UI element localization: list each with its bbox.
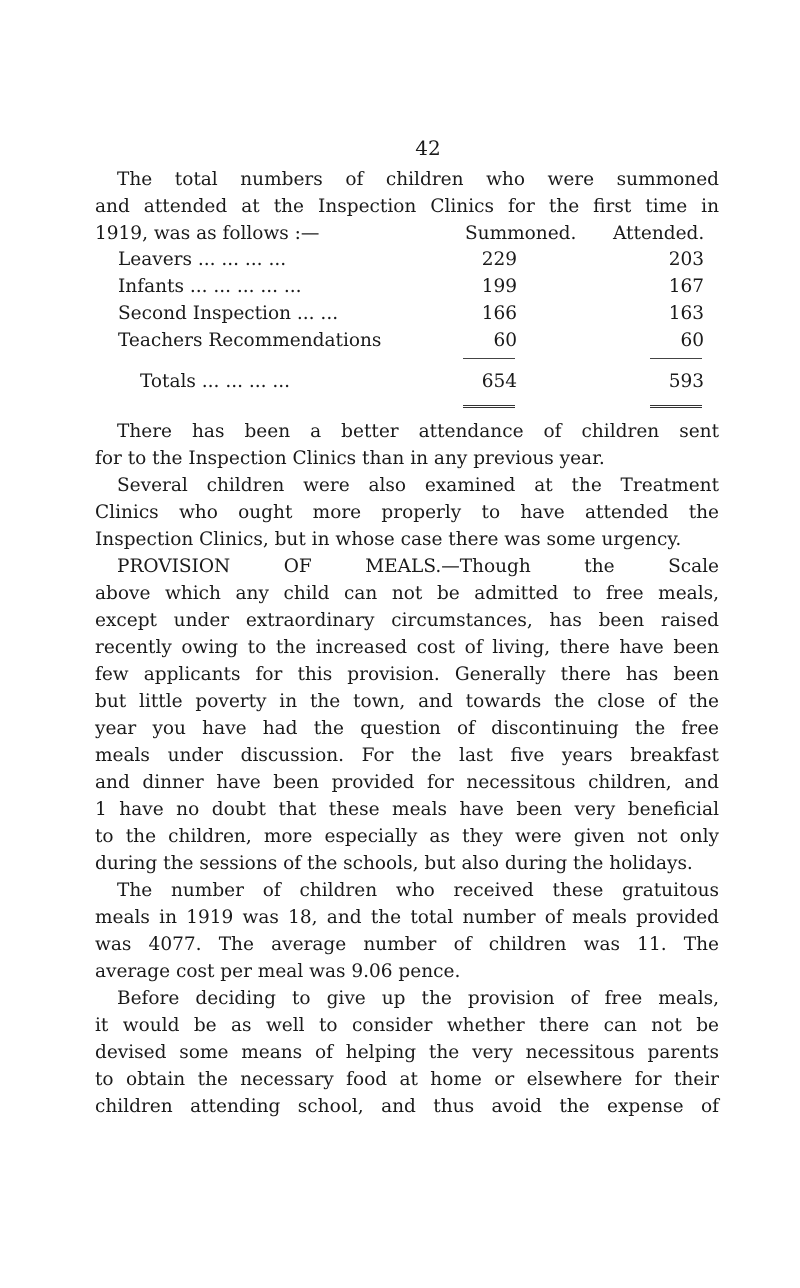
intro-paragraph: [95, 166, 719, 220]
attended-value: 60: [680, 330, 704, 351]
body-line: children attending school, and thus avoid the expense of: [95, 1096, 719, 1117]
body-line: recently owing to the increased cost of living, there have been: [95, 637, 719, 658]
column-header-summoned: Summoned.: [465, 223, 577, 244]
attended-value: 203: [668, 249, 704, 270]
column-header-attended: Attended.: [613, 223, 705, 244]
body-line: but little poverty in the town, and towards the close of the: [95, 691, 719, 712]
attended-value: 167: [668, 276, 704, 297]
body-line: to obtain the necessary food at home or elsewhere for their: [95, 1069, 719, 1090]
body-line: was 4077. The average number of children was 11. The: [95, 934, 719, 955]
body-line: and dinner have been provided for necessitous children, and: [95, 772, 719, 793]
total-double-rule-summoned: [463, 405, 515, 408]
body-line: Clinics who ought more properly to have attended the: [95, 502, 719, 523]
row-label: Second Inspection ... ...: [118, 303, 339, 324]
row-label: Teachers Recommendations: [118, 330, 382, 351]
summoned-value: 199: [481, 276, 517, 297]
body-line: year you have had the question of discontinuing the free: [95, 718, 719, 739]
attended-value: 163: [668, 303, 704, 324]
intro-lead-text: 1919, was as follows :—: [95, 223, 320, 244]
intro-line-3: [95, 220, 719, 247]
table-row: [0, 300, 800, 327]
body-line: except under extraordinary circumstances, has been raised: [95, 610, 719, 631]
body-line: meals under discussion. For the last five years breakfast: [95, 745, 719, 766]
body-line: for to the Inspection Clinics than in any previous year.: [95, 448, 605, 469]
body-line: during the sessions of the schools, but also during the holidays.: [95, 853, 693, 874]
body-line: 1 have no doubt that these meals have been very beneficial: [95, 799, 719, 820]
body-line: to the children, more especially as they were given not only: [95, 826, 719, 847]
summoned-value: 229: [481, 249, 517, 270]
intro-line-1: The total numbers of children who were summoned: [117, 169, 719, 190]
total-attended: 593: [668, 371, 704, 392]
body-line: PROVISION OF MEALS.—Though the Scale: [117, 556, 719, 577]
subtotal-rule-attended: [650, 358, 702, 359]
body-line: it would be as well to consider whether there can not be: [95, 1015, 719, 1036]
body-line: meals in 1919 was 18, and the total number of meals provided: [95, 907, 719, 928]
table-row: [0, 327, 800, 354]
body-line: Before deciding to give up the provision of free meals,: [117, 988, 719, 1009]
body-line: The number of children who received these gratuitous: [117, 880, 719, 901]
body-line: above which any child can not be admitted to free meals,: [95, 583, 719, 604]
summoned-value: 60: [493, 330, 517, 351]
table-row: [0, 246, 800, 273]
page-number: 42: [415, 136, 441, 160]
body-line: average cost per meal was 9.06 pence.: [95, 961, 461, 982]
total-double-rule-attended: [650, 405, 702, 408]
summoned-value: 166: [481, 303, 517, 324]
body-text: [95, 418, 719, 1120]
total-summoned: 654: [481, 371, 517, 392]
subtotal-rule-summoned: [463, 358, 515, 359]
body-line: Several children were also examined at the Treatment: [117, 475, 719, 496]
intro-line-2: and attended at the Inspection Clinics for the first time in: [95, 196, 719, 217]
table-row: [0, 273, 800, 300]
body-line: There has been a better attendance of children sent: [117, 421, 719, 442]
totals-label: Totals ... ... ... ...: [140, 371, 291, 392]
totals-row: [0, 368, 800, 395]
body-line: Inspection Clinics, but in whose case there was some urgency.: [95, 529, 682, 550]
row-label: Leavers ... ... ... ...: [118, 249, 287, 270]
body-line: devised some means of helping the very necessitous parents: [95, 1042, 719, 1063]
row-label: Infants ... ... ... ... ...: [118, 276, 302, 297]
body-line: few applicants for this provision. Generally there has been: [95, 664, 719, 685]
